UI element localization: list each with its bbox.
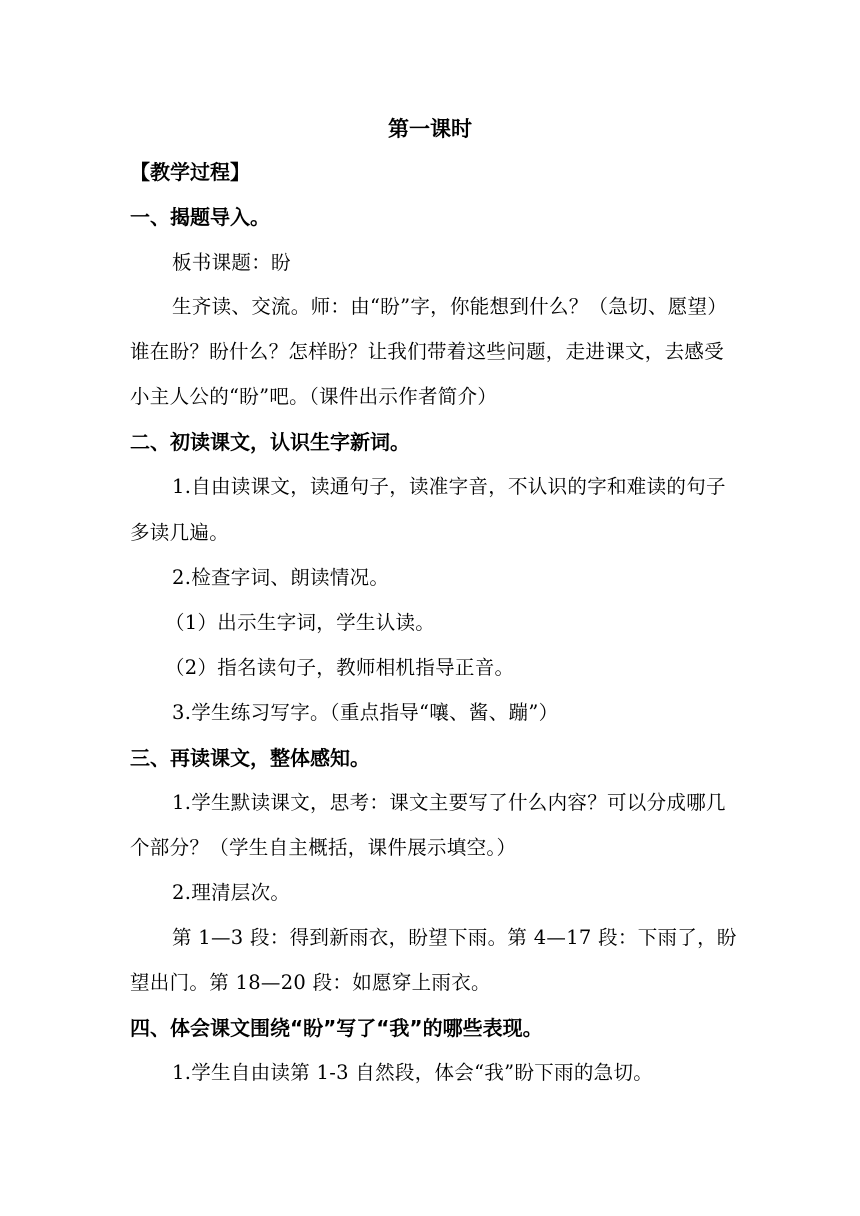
paragraph: 1.学生自由读第 1-3 自然段，体会“我”盼下雨的急切。 <box>172 1061 654 1084</box>
list-item: （1）出示生字词，学生认读。 <box>165 611 436 634</box>
paragraph: 2.检查字词、朗读情况。 <box>172 566 390 589</box>
list-item: （2）指名读句子，教师相机指导正音。 <box>165 656 515 679</box>
paragraph-continuation: 个部分？（学生自主概括，课件展示填空。） <box>130 836 517 859</box>
paragraph: 板书课题：盼 <box>172 251 291 274</box>
paragraph-continuation: 小主人公的“盼”吧。（课件出示作者简介） <box>130 385 498 408</box>
paragraph-continuation: 多读几遍。 <box>130 521 230 544</box>
paragraph: 第 1—3 段：得到新雨衣，盼望下雨。第 4—17 段：下雨了，盼 <box>172 926 737 949</box>
page-title: 第一课时 <box>388 117 472 141</box>
heading-2: 二、初读课文，认识生字新词。 <box>130 430 410 454</box>
paragraph: 1.自由读课文，读通句子，读准字音，不认识的字和难读的句子 <box>172 475 726 498</box>
paragraph: 生齐读、交流。师：由“盼”字，你能想到什么？（急切、愿望） <box>172 295 728 318</box>
section-header: 【教学过程】 <box>130 160 250 184</box>
paragraph: 2.理清层次。 <box>172 881 291 904</box>
paragraph-continuation: 谁在盼？盼什么？怎样盼？让我们带着这些问题，走进课文，去感受 <box>130 340 725 363</box>
paragraph-continuation: 望出门。第 18—20 段：如愿穿上雨衣。 <box>130 971 491 994</box>
heading-4: 四、体会课文围绕“盼”写了“我”的哪些表现。 <box>130 1016 543 1040</box>
paragraph: 1.学生默读课文，思考：课文主要写了什么内容？可以分成哪几 <box>172 791 726 814</box>
heading-1: 一、揭题导入。 <box>130 205 270 229</box>
paragraph: 3.学生练习写字。（重点指导“嚷、酱、蹦”） <box>172 701 559 724</box>
heading-3: 三、再读课文，整体感知。 <box>130 746 370 770</box>
